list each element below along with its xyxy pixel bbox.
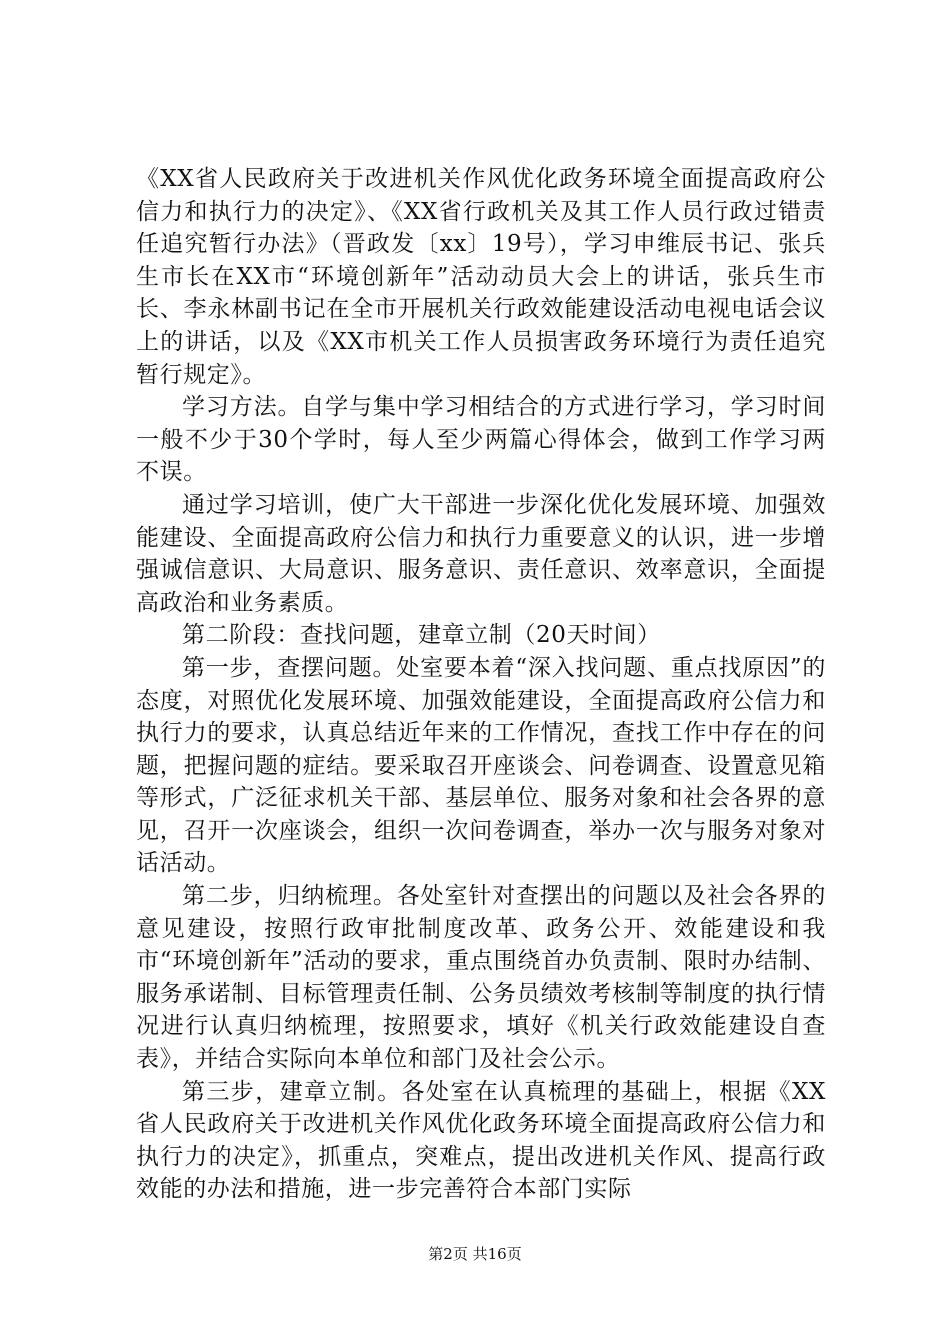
paragraph-study-method: 学习方法。自学与集中学习相结合的方式进行学习，学习时间一般不少于30个学时，每人至少两篇心得体会，做到工作学习两不误。 bbox=[136, 394, 826, 486]
paragraph-step-one: 第一步，查摆问题。处室要本着“深入找问题、重点找原因”的态度，对照优化发展环境、加强效能建设，全面提高政府公信力和执行力的要求，认真总结近年来的工作情况，查找工作中存在的问题，把握问题的症结。要采取召开座谈会、问卷调查、设置意见箱等形式，广泛征求机关干部、基层单位、服务对象和社会各界的意见，召开一次座谈会，组织一次问卷调查，举办一次与服务对象对话活动。 bbox=[136, 654, 826, 877]
paragraph-training-goal: 通过学习培训，使广大干部进一步深化优化发展环境、加强效能建设、全面提高政府公信力和执行力重要意义的认识，进一步增强诚信意识、大局意识、服务意识、责任意识、效率意识，全面提高政治和业务素质。 bbox=[136, 491, 826, 616]
page-number-footer: 第2页 共16页 bbox=[428, 1245, 522, 1263]
document-body bbox=[136, 163, 826, 1206]
section-heading-stage-two: 第二阶段：查找问题，建章立制（20天时间） bbox=[182, 622, 661, 649]
paragraph-step-two: 第二步，归纳梳理。各处室针对查摆出的问题以及社会各界的意见建设，按照行政审批制度改革、政务公开、效能建设和我市“环境创新年”活动的要求，重点围绕首办负责制、限时办结制、服务承诺制、目标管理责任制、公务员绩效考核制等制度的执行情况进行认真归纳梳理，按照要求，填好《机关行政效能建设自查表》，并结合实际向本单位和部门及社会公示。 bbox=[136, 883, 826, 1073]
paragraph-step-three: 第三步，建章立制。各处室在认真梳理的基础上，根据《XX省人民政府关于改进机关作风优化政务环境全面提高政府公信力和执行力的决定》，抓重点，突难点，提出改进机关作风、提高行政效能的办法和措施，进一步完善符合本部门实际 bbox=[136, 1078, 826, 1203]
paragraph-study-materials: 《XX省人民政府关于改进机关作风优化政务环境全面提高政府公信力和执行力的决定》、《XX省行政机关及其工作人员行政过错责任追究暂行办法》（晋政发〔xx〕19号），学习申维辰书记、张兵生市长在XX市“环境创新年”活动动员大会上的讲话，张兵生市长、李永林副书记在全市开展机关行政效能建设活动电视电话会议上的讲话，以及《XX市机关工作人员损害政务环境行为责任追究暂行规定》。 bbox=[136, 166, 826, 388]
